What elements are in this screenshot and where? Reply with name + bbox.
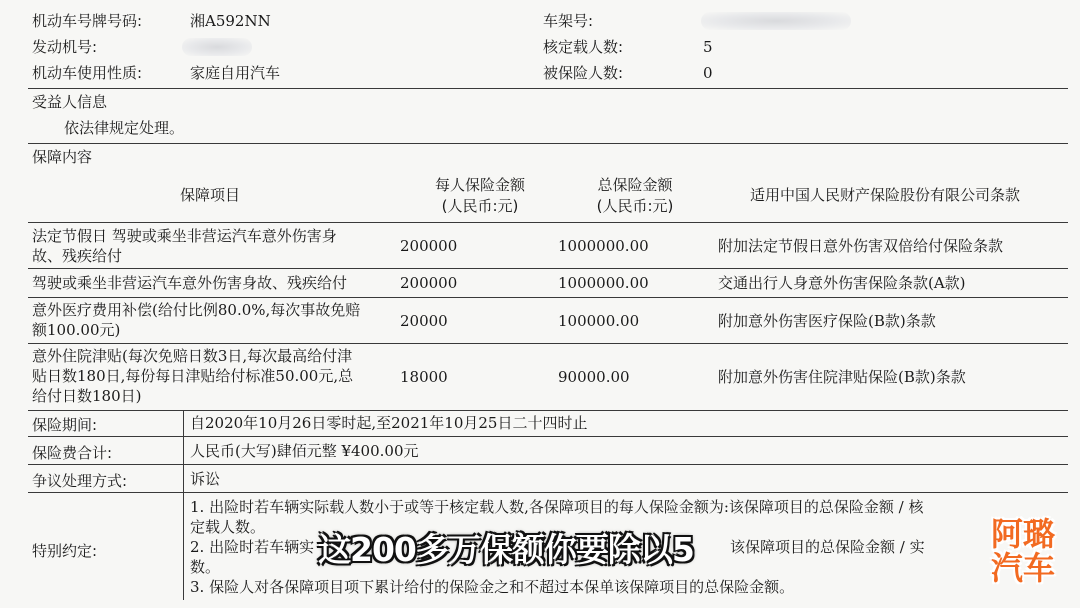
special-line: 1. 出险时若车辆实际载人数小于或等于核定载人数,各保障项目的每人保险金额为:该保障项目的总保险金额 / 核 [190,498,924,516]
plate-row [32,8,271,34]
table-row-per-person: 20000 [400,312,448,330]
table-rule [28,297,1068,298]
coverage-title: 保障内容 [32,148,93,166]
premium-label: 保险费合计: [32,444,113,462]
divider [28,492,1068,493]
dispute-label: 争议处理方式: [32,472,128,490]
item-line: 法定节假日 驾驶或乘坐非营运汽车意外伤害身 [32,227,337,245]
col-header-total [550,175,720,217]
table-row-clause: 附加意外伤害住院津贴保险(B款)条款 [718,368,966,386]
special-line: 数。 [190,558,221,576]
engine-label: 发动机号: [32,38,98,56]
special-line-end: 该保障项目的总保险金额 / 实 [730,538,925,556]
beneficiary-title: 受益人信息 [32,93,108,111]
dispute-value: 诉讼 [190,470,221,488]
item-line: 给付日数180日) [32,387,142,405]
special-line-start: 2. 出险时若车辆实 [190,538,315,556]
table-row-clause: 附加法定节假日意外伤害双倍给付保险条款 [718,237,1004,255]
logo-line: 汽车 [990,549,1055,587]
premium-value: 人民币(大写)肆佰元整 ¥400.00元 [190,442,419,460]
special-line: 定载人数。 [190,518,266,536]
table-row-clause: 附加意外伤害医疗保险(B款)条款 [718,312,936,330]
usage-row [32,60,281,86]
table-row-total: 1000000.00 [558,274,649,292]
table-row-item [32,300,392,340]
special-line: 3. 保险人对各保障项目项下累计给付的保险金之和不超过本保单该保障项目的总保险金额。 [190,578,795,596]
frame-row [543,8,863,34]
table-rule [28,410,1068,411]
divider [28,436,1068,437]
special-label: 特别约定: [32,542,98,560]
table-row-total: 100000.00 [558,312,640,330]
insured-label: 被保险人数: [543,64,624,82]
beneficiary-text: 依法律规定处理。 [64,119,185,137]
col-header-item: 保障项目 [179,186,240,204]
redacted-engine-number [182,38,252,56]
usage-value: 家庭自用汽车 [190,64,281,82]
plate-value: 湘A592NN [190,12,271,30]
table-row-item [32,346,402,406]
per-person-unit: (人民币:元) [441,197,519,215]
table-rule [28,222,1068,223]
item-line: 贴日数180日,每份每日津贴给付标准50.00元,总 [32,367,354,385]
insured-value: 0 [703,64,713,82]
plate-label: 机动车号牌号码: [32,12,143,30]
per-person-title: 每人保险金额 [434,176,525,194]
engine-row [32,34,97,60]
table-row-clause: 交通出行人身意外伤害保险条款(A款) [718,274,966,292]
table-row-per-person: 200000 [400,237,458,255]
seats-label: 核定载人数: [543,38,624,56]
logo-line: 阿璐 [990,515,1055,553]
table-row-total: 90000.00 [558,368,630,386]
divider [28,464,1068,465]
item-line: 意外住院津贴(每次免赔日数3日,每次最高给付津 [32,347,353,365]
seats-value: 5 [703,38,713,56]
table-row-per-person: 18000 [400,368,448,386]
period-value: 自2020年10月26日零时起,至2021年10月25日二十四时止 [190,414,588,432]
item-line: 额100.00元) [32,321,121,339]
col-header-clause: 适用中国人民财产保险股份有限公司条款 [749,186,1020,204]
table-rule [28,268,1068,269]
table-row-total: 1000000.00 [558,237,649,255]
video-subtitle: 这200多万保额你要除以5 [318,530,694,569]
table-row-item: 驾驶或乘坐非营运汽车意外伤害身故、残疾给付 [32,274,348,292]
channel-logo [984,517,1062,585]
total-unit: (人民币:元) [596,197,674,215]
table-rule [28,343,1068,344]
seats-row [543,34,713,60]
divider [28,88,1068,89]
table-row-item [32,226,392,266]
item-line: 故、残疾给付 [32,247,123,265]
label-column-rule [183,410,184,600]
total-title: 总保险金额 [597,176,673,194]
period-label: 保险期间: [32,416,98,434]
frame-label: 车架号: [543,12,594,30]
col-header-per-person [395,175,565,217]
divider [28,143,1068,144]
item-line: 意外医疗费用补偿(给付比例80.0%,每次事故免赔 [32,301,361,319]
table-row-per-person: 200000 [400,274,458,292]
insured-row [543,60,713,86]
usage-label: 机动车使用性质: [32,64,143,82]
redacted-frame-number [701,12,851,30]
